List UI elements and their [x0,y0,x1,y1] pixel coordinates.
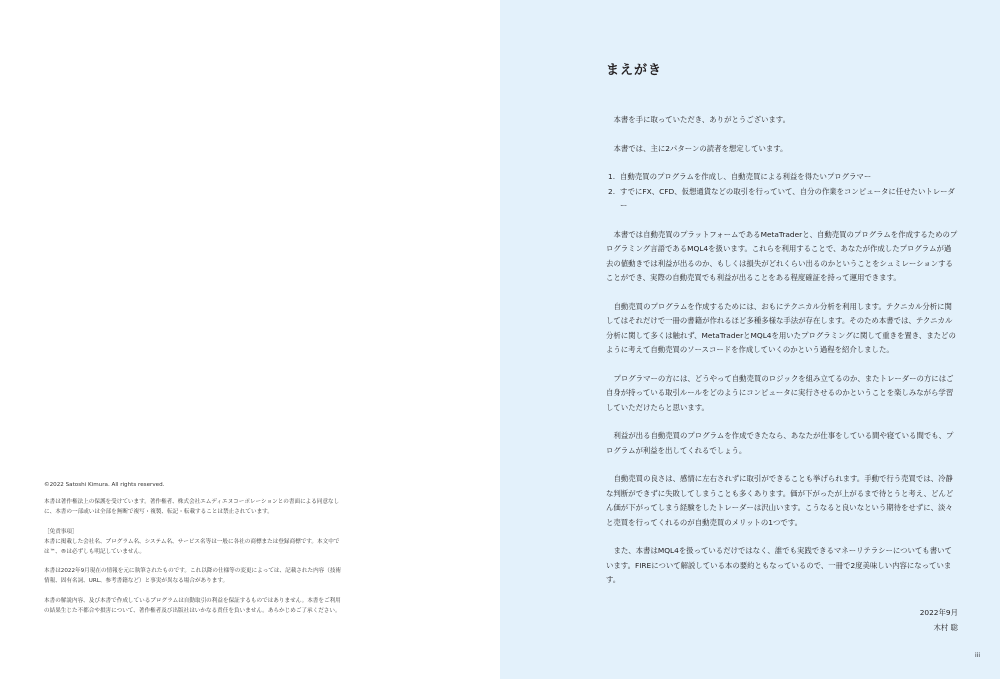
copyright-line: ©2022 Satoshi Kimura. All rights reserved. [44,482,165,488]
list-item-number: 1. [608,172,616,181]
page-title: まえがき [606,63,663,78]
right-page [500,0,1000,679]
reader-list [606,170,958,214]
date-notice: 本書は2022年9月現在の情報を元に執筆されたものです。これ以降の仕様等の変更によっては、記載された内容（技術情報、固有名詞、URL、参考書籍など）と事実が異なる場合があります。 [44,568,342,584]
signature-date: 2022年9月 [919,608,958,617]
preface-body [606,113,958,602]
disclaimer-heading: ［免責事項］ [44,528,78,535]
paragraph: 自動売買のプログラムを作成するためには、おもにテクニカル分析を利用します。テクニカル分析に関してはそれだけで一冊の書籍が作れるほど多種多様な手法が存在します。そのため本書では、テクニカル分析に関して多くは触れず、MetaTraderとMQL4を用いたプログラミングに関して重きを置き、またどのように考えて自動売買のソースコードを作成していくのかという過程を紹介しました。 [606,301,956,354]
list-item-text: すでにFX、CFD、仮想通貨などの取引を行っていて、自分の作業をコンピュータに任せたいトレーダー [620,186,955,210]
paragraph: 利益が出る自動売買のプログラムを作成できたなら、あなたが仕事をしている間や寝ている間でも、プログラムが利益を出してくれるでしょう。 [606,431,954,455]
rights-notice: 本書は著作権法上の保護を受けています。著作権者、株式会社エムディエヌコーポレーションとの書面による同意なしに、本書の一部或いは全部を無断で複写・複製、転記・転載することは禁止されています。 [44,499,340,515]
paragraph: 本書では、主に2パターンの読者を想定しています。 [613,143,788,153]
list-item-text: 自動売買のプログラムを作成し、自動売買による利益を得たいプログラマー [620,172,872,181]
paragraph: 本書を手に取っていただき、ありがとうございます。 [613,115,790,124]
list-item [606,170,958,185]
liability-notice: 本書の解説内容、及び本書で作成しているプログラムは自動取引の利益を保証するものではありません。本書をご利用の結果生じた不都合や損害について、著作権者及び出版社はいかなる責任を負いません。あらかじめご了承ください。 [44,597,341,614]
paragraph: また、本書はMQL4を扱っているだけではなく、誰でも実践できるマネーリテラシーについても書いています。FIREについて解説している本の要約ともなっているので、一冊で2度美味しい内容になっています。 [606,546,952,584]
list-item-number: 2. [608,186,616,196]
copyright-imprint [44,480,344,625]
signature [920,606,958,635]
list-item [606,185,958,214]
trademark-notice: 本書に掲載した会社名、プログラム名、システム名、サービス名等は一般に各社の商標または登録商標です。本文中では™、®は必ずしも明記していません。 [44,538,340,555]
signature-author: 木村 聡 [933,622,958,632]
paragraph: 自動売買の良さは、感情に左右されずに取引ができることも挙げられます。手動で行う売買では、冷静な判断ができずに失敗してしまうことも多くあります。価が下がったが上がるまで待とうと考え、どんどん価が下がってしまう経験をしたトレーダーは沢山います。こうなると良いなという期待をせずに、淡々と売買を行ってくれるのが自動売買のメリットの1つです。 [606,474,954,527]
paragraph: プログラマーの方には、どうやって自動売買のロジックを組み立てるのか、またトレーダーの方にはご自身が持っている取引ルールをどのようにコンピュータに実行させるのかということを楽しみながら学習していただけたらと思います。 [606,373,954,412]
page-number: iii [974,652,980,659]
paragraph: 本書では自動売買のプラットフォームであるMetaTraderと、自動売買のプログラムを作成するためのプログラミング言語であるMQL4を扱います。これらを利用することで、あなたが作成したプログラムが過去の値動きでは利益が出るのか、もしくは損失がどれくらい出るのかということをシュミレーションすることができ、実際の自動売買でも利益が出ることをある程度確証を持って運用できます。 [606,229,958,282]
